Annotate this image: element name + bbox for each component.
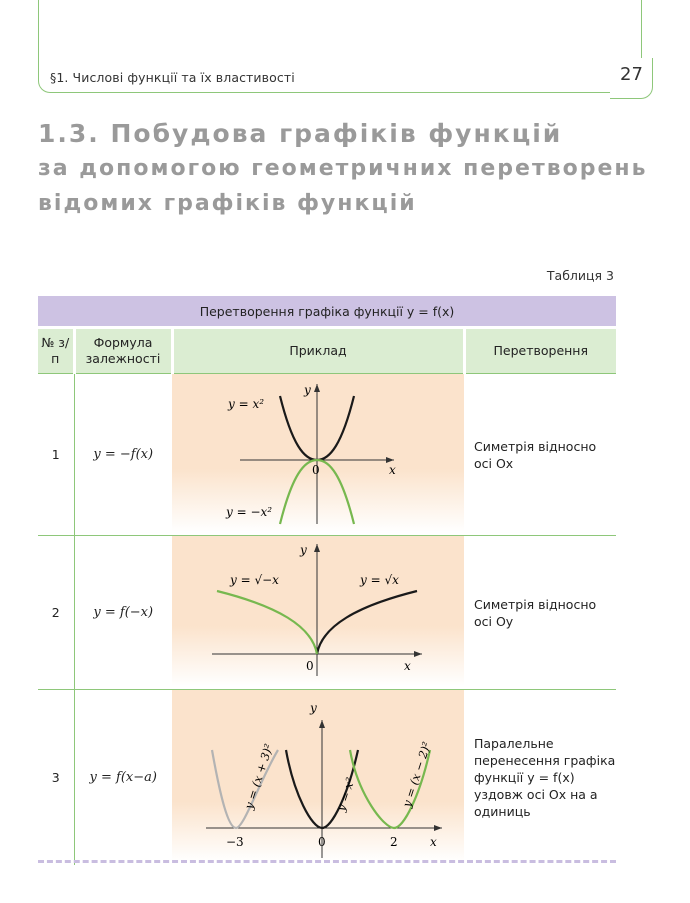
graph-1 (172, 374, 464, 532)
row-formula: y = −f(x) (74, 374, 172, 536)
col-example: Приклад (172, 328, 464, 374)
label-left: y = √−x (230, 573, 279, 587)
col-number: № з/п (38, 328, 74, 374)
label-right: y = √x (360, 573, 399, 587)
x-label: x (404, 659, 411, 673)
table-title: Перетворення графіка функції y = f(x) (38, 296, 616, 328)
label-upper: y = x² (228, 397, 265, 411)
section-header: §1. Числові функції та їх властивості (50, 70, 295, 85)
table-row (38, 374, 616, 536)
row-transform: Паралельне перенесення графіка функції y = f(x) уздовж осі Ox на a одиниць (464, 690, 616, 866)
row-formula: y = f(−x) (74, 536, 172, 690)
row-number: 1 (38, 374, 74, 536)
col-formula: Формула залежності (74, 328, 172, 374)
table-row (38, 536, 616, 690)
origin-label: 0 (312, 463, 320, 477)
y-label: y (304, 383, 311, 397)
graph-3 (172, 690, 464, 862)
title-line-2: за допомогою геометричних перетворень (38, 156, 648, 181)
example-graph-3 (172, 690, 464, 866)
table-caption: Таблиця 3 (546, 268, 614, 283)
row-number: 2 (38, 536, 74, 690)
row-transform: Симетрія відносно осі Oy (464, 536, 616, 690)
label-left: y = (x + 3)² (241, 742, 276, 811)
y-label: y (310, 701, 317, 715)
example-graph-1 (172, 374, 464, 536)
row-transform: Симетрія відносно осі Ox (464, 374, 616, 536)
graph-2 (172, 536, 464, 686)
transform-table (38, 296, 616, 865)
x-label: x (389, 463, 396, 477)
label-middle: y = x² (333, 775, 358, 813)
row-number: 3 (38, 690, 74, 866)
tick-left: −3 (226, 835, 244, 849)
tick-right: 2 (390, 835, 398, 849)
y-label: y (300, 543, 307, 557)
page-number: 27 (620, 64, 643, 85)
table-row (38, 690, 616, 866)
graph-background (172, 536, 464, 686)
col-transform: Перетворення (464, 328, 616, 374)
bottom-divider (38, 860, 616, 863)
graph-background (172, 374, 464, 532)
x-label: x (430, 835, 437, 849)
title-line-3: відомих графіків функцій (38, 191, 417, 216)
title-line-1: 1.3. Побудова графіків функцій (38, 119, 563, 148)
origin-label: 0 (306, 659, 314, 673)
label-right: y = (x − 2)² (399, 740, 434, 809)
section-title (38, 116, 648, 221)
label-lower: y = −x² (226, 505, 273, 519)
origin-label: 0 (318, 835, 326, 849)
example-graph-2 (172, 536, 464, 690)
row-formula: y = f(x−a) (74, 690, 172, 866)
